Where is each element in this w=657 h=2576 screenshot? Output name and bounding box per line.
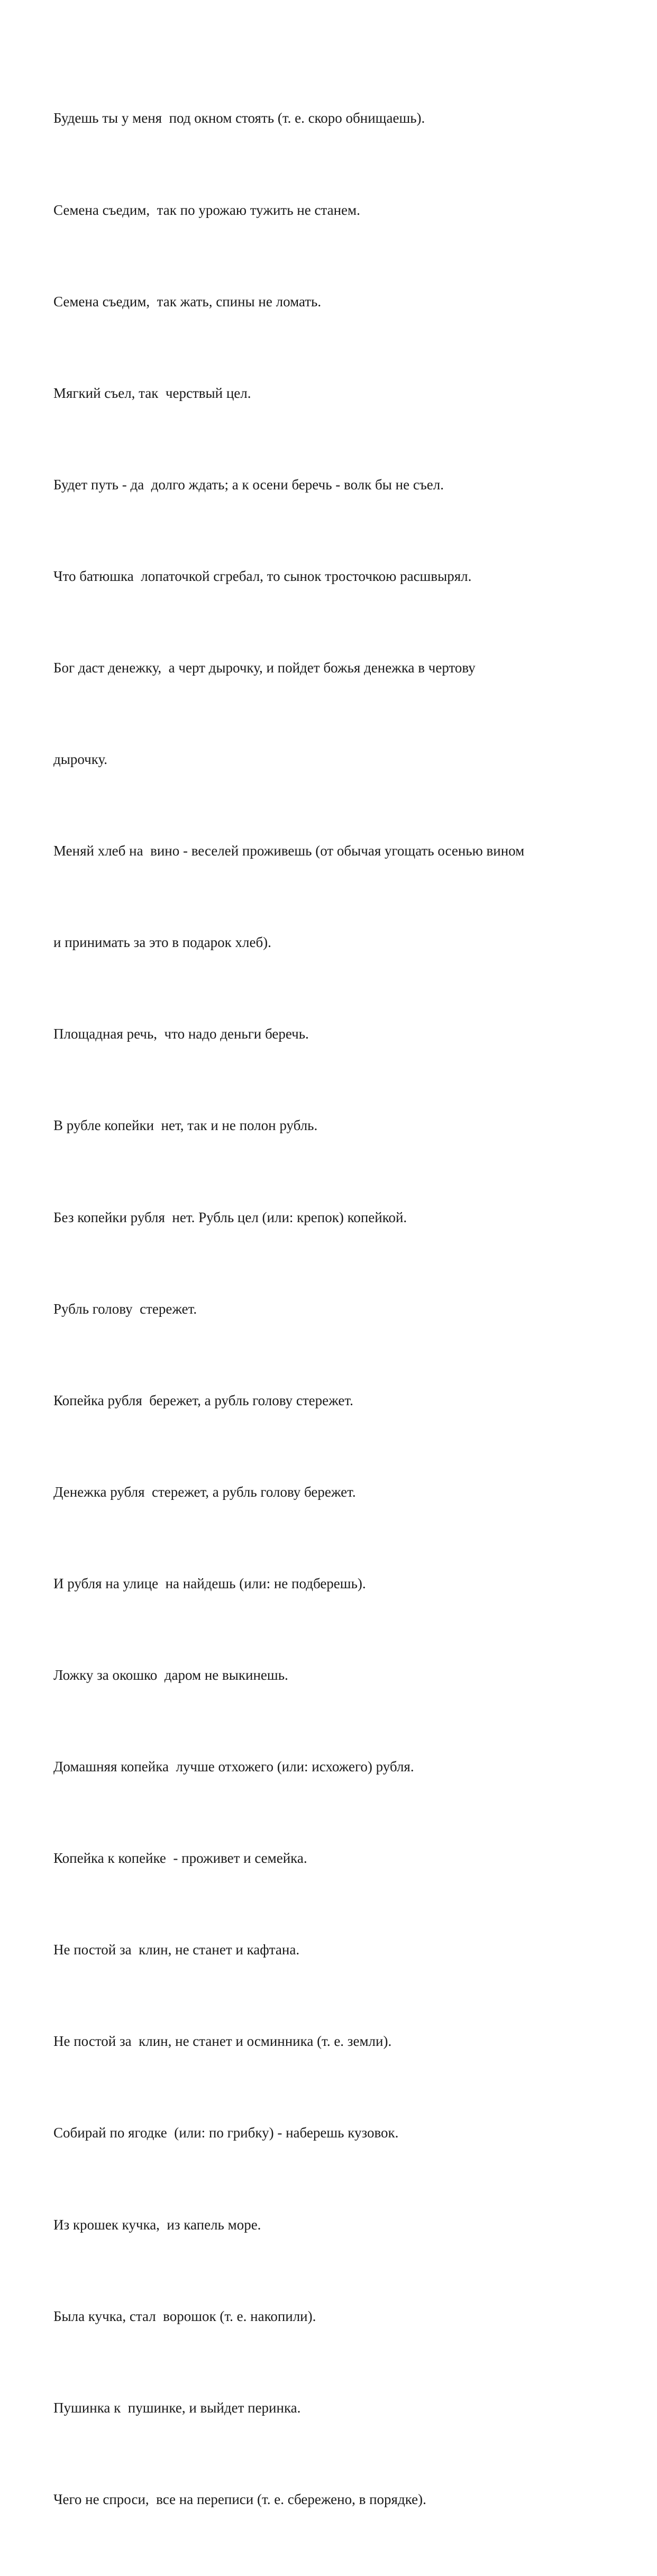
text-line: и принимать за это в подарок хлеб). [53,934,271,951]
text-line: Копейка рубля бережет, а рубль голову стережет. [53,1392,353,1408]
text-line: Ложку за окошко даром не выкинешь. [53,1667,288,1683]
text-line: Чего не спроси, все на переписи (т. е. сбережено, в порядке). [53,2491,426,2507]
text-line: Рубль голову стережет. [53,1300,197,1317]
text-line: Из крошек кучка, из капель море. [53,2216,261,2233]
text-line: Домашняя копейка лучше отхожего (или: исхожего) рубля. [53,1759,414,1775]
text-line: Не постой за клин, не станет и кафтана. [53,1942,300,1958]
text-line: Бог даст денежку, а черт дырочку, и пойдет божья денежка в чертову [53,659,476,676]
text-line: Не постой за клин, не станет и осминника (т. е. земли). [53,2033,392,2050]
text-line: Будешь ты у меня под окном стоять (т. е. скоро обнищаешь). [53,110,425,126]
text-line: дырочку. [53,751,108,768]
text-line: Мягкий съел, так черствый цел. [53,385,251,401]
text-line: Семена съедим, так жать, спины не ломать. [53,293,322,310]
text-line: Собирай по ягодке (или: по грибку) - наберешь кузовок. [53,2125,399,2141]
text-line: Была кучка, стал ворошок (т. е. накопили). [53,2308,316,2324]
text-line: И рубля на улице на найдешь (или: не подберешь). [53,1575,366,1591]
text-line: Без копейки рубля нет. Рубль цел (или: крепок) копейкой. [53,1209,407,1225]
text-line: В рубле копейки нет, так и не полон рубль. [53,1117,318,1134]
text-line: Будет путь - да долго ждать; а к осени беречь - волк бы не съел. [53,476,444,493]
text-line: Площадная речь, что надо деньги беречь. [53,1026,309,1042]
text-line: Денежка рубля стережет, а рубль голову бережет. [53,1483,356,1500]
text-line: Меняй хлеб на вино - веселей проживешь (от обычая угощать осенью вином [53,843,525,859]
proverbs-text [53,42,582,2576]
text-line: Семена съедим, так по урожаю тужить не станем. [53,202,360,218]
text-line: Что батюшка лопаточкой сгребал, то сынок тросточкою расшвырял. [53,568,472,584]
text-line: Копейка к копейке - проживет и семейка. [53,1850,307,1867]
text-line: Пушинка к пушинке, и выйдет перинка. [53,2399,301,2416]
